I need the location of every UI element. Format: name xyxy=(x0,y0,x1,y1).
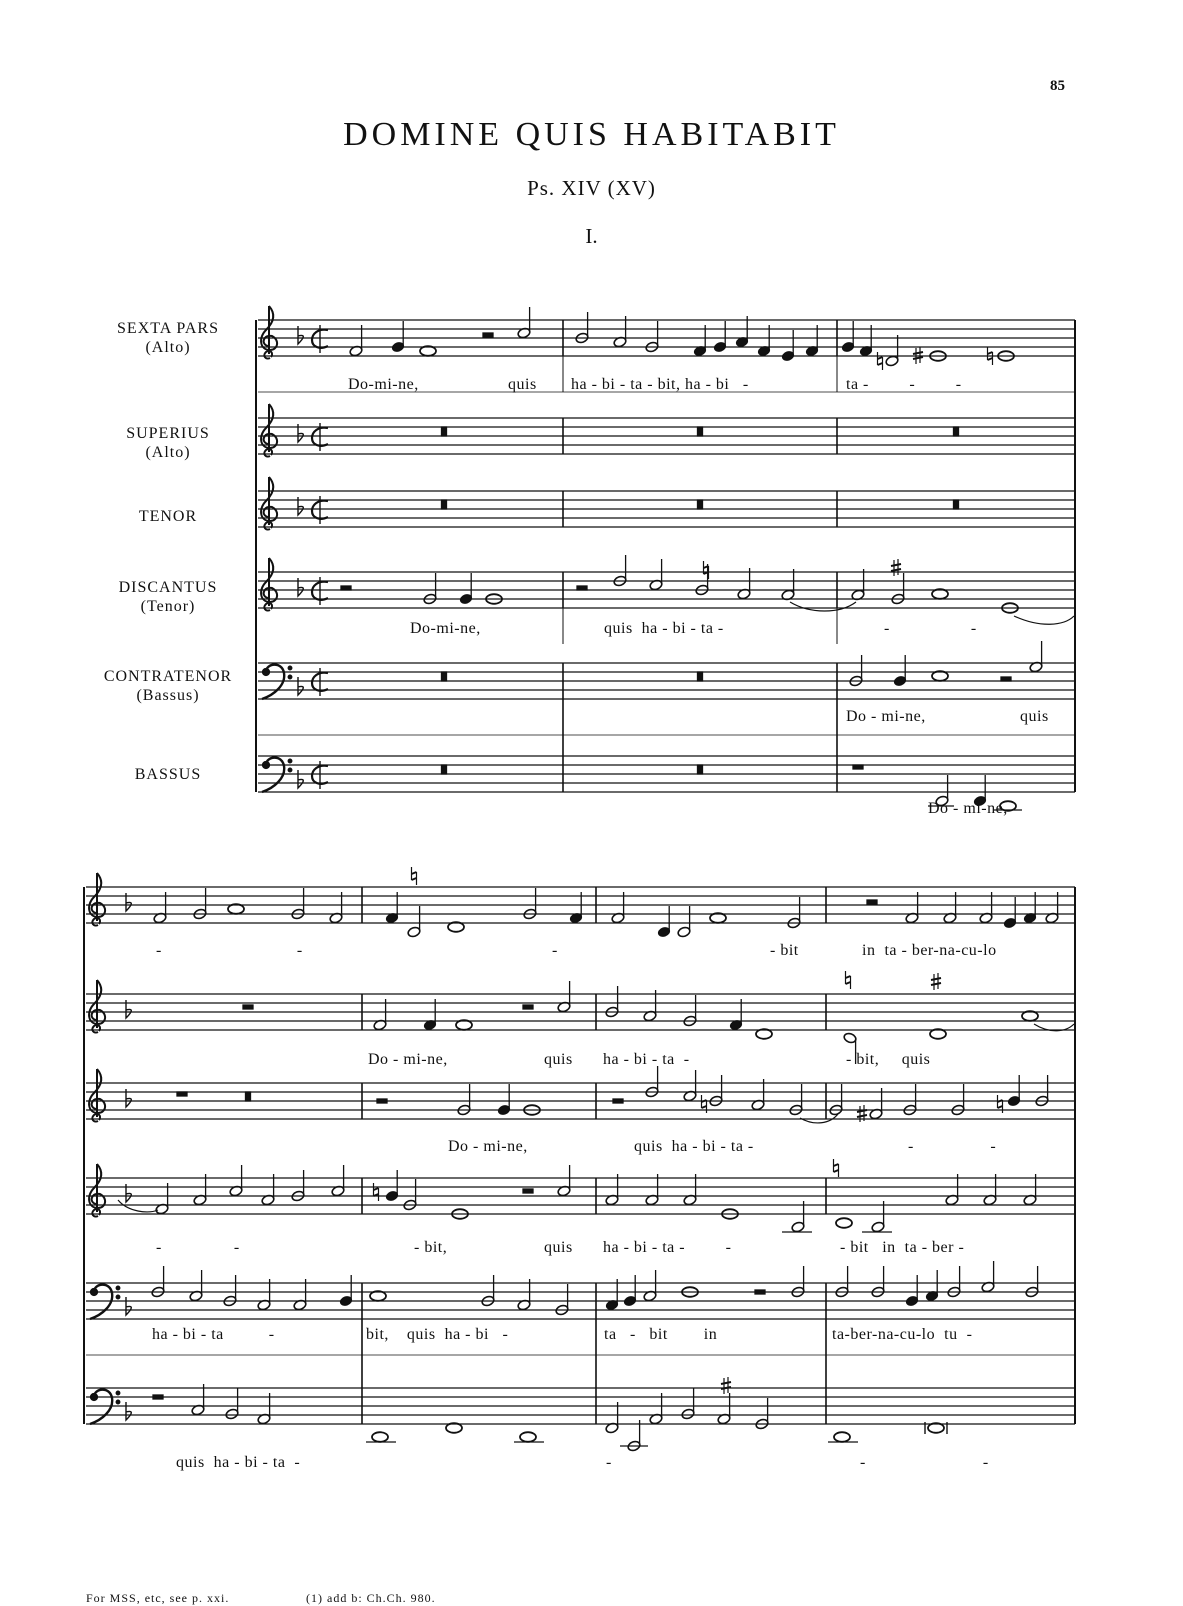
lyric-contratenor-m6: ta - bit in xyxy=(604,1326,718,1343)
voice-label-bassus: BASSUS xyxy=(134,766,202,783)
voice-label-tenor: TENOR xyxy=(138,508,198,525)
lyric-contratenor-m5: bit, quis ha - bi - xyxy=(366,1326,509,1343)
lyric-contratenor-m3a: Do - mi-ne, xyxy=(846,708,926,725)
lyric-bassus-m7: - - xyxy=(860,1454,989,1471)
lyric-discantus-m2: quis ha - bi - ta - xyxy=(604,620,724,637)
lyric-superius-m5b: quis xyxy=(544,1051,573,1068)
lyric-sexta-m3: ta - - - xyxy=(846,376,962,393)
voice-label-sexta-pars: SEXTA PARS (Alto) xyxy=(117,320,219,356)
lyric-sexta-m1a: Do-mi-ne, xyxy=(348,376,419,393)
lyric-tenor-m7: - - xyxy=(908,1138,997,1155)
lyric-contratenor-m4: ha - bi - ta - xyxy=(152,1326,275,1343)
psalm-reference: Ps. XIV (XV) xyxy=(527,176,656,200)
lyric-discantus-m7: - bit in ta - ber - xyxy=(840,1239,965,1256)
page-number: 85 xyxy=(1050,78,1065,94)
lyric-sexta-m5: - xyxy=(552,942,558,959)
piece-title: DOMINE QUIS HABITABIT xyxy=(343,116,840,153)
section-number: I. xyxy=(585,224,598,248)
lyric-sexta-m1b: quis xyxy=(508,376,537,393)
lyric-tenor-m5: Do - mi-ne, xyxy=(448,1138,528,1155)
lyric-contratenor-m7: ta-ber-na-cu-lo tu - xyxy=(832,1326,973,1343)
lyric-bassus-m3: Do - mi-ne, xyxy=(928,800,1008,817)
footnote-sources: For MSS, etc, see p. xxi. xyxy=(86,1591,230,1605)
lyric-superius-m5a: Do - mi-ne, xyxy=(368,1051,448,1068)
lyric-sexta-m6: - bit xyxy=(770,942,799,959)
voice-label-contratenor: CONTRATENOR (Bassus) xyxy=(103,668,233,704)
lyric-discantus-m4: - - xyxy=(156,1239,240,1256)
lyric-tenor-m6: quis ha - bi - ta - xyxy=(634,1138,754,1155)
lyric-sexta-m7: in ta - ber-na-cu-lo xyxy=(862,942,997,959)
lyric-bassus-m6: - xyxy=(606,1454,612,1471)
lyric-discantus-m5a: - bit, xyxy=(414,1239,448,1256)
lyric-superius-m6: ha - bi - ta - xyxy=(603,1051,690,1068)
lyric-discantus-m1: Do-mi-ne, xyxy=(410,620,481,637)
lyric-bassus-m4: quis ha - bi - ta - xyxy=(176,1454,301,1471)
voice-label-superius: SUPERIUS (Alto) xyxy=(126,425,210,461)
lyric-discantus-m5b: quis xyxy=(544,1239,573,1256)
lyric-superius-m7: - bit, quis xyxy=(846,1051,931,1068)
lyric-sexta-m4: - - xyxy=(156,942,303,959)
voice-label-discantus: DISCANTUS (Tenor) xyxy=(118,579,218,615)
footnote-1: (1) add b: Ch.Ch. 980. xyxy=(306,1591,436,1605)
lyric-sexta-m2: ha - bi - ta - bit, ha - bi - xyxy=(571,376,749,393)
lyric-discantus-m6: ha - bi - ta - - xyxy=(603,1239,732,1256)
lyric-contratenor-m3b: quis xyxy=(1020,708,1049,725)
lyric-discantus-m3: - - xyxy=(884,620,977,637)
